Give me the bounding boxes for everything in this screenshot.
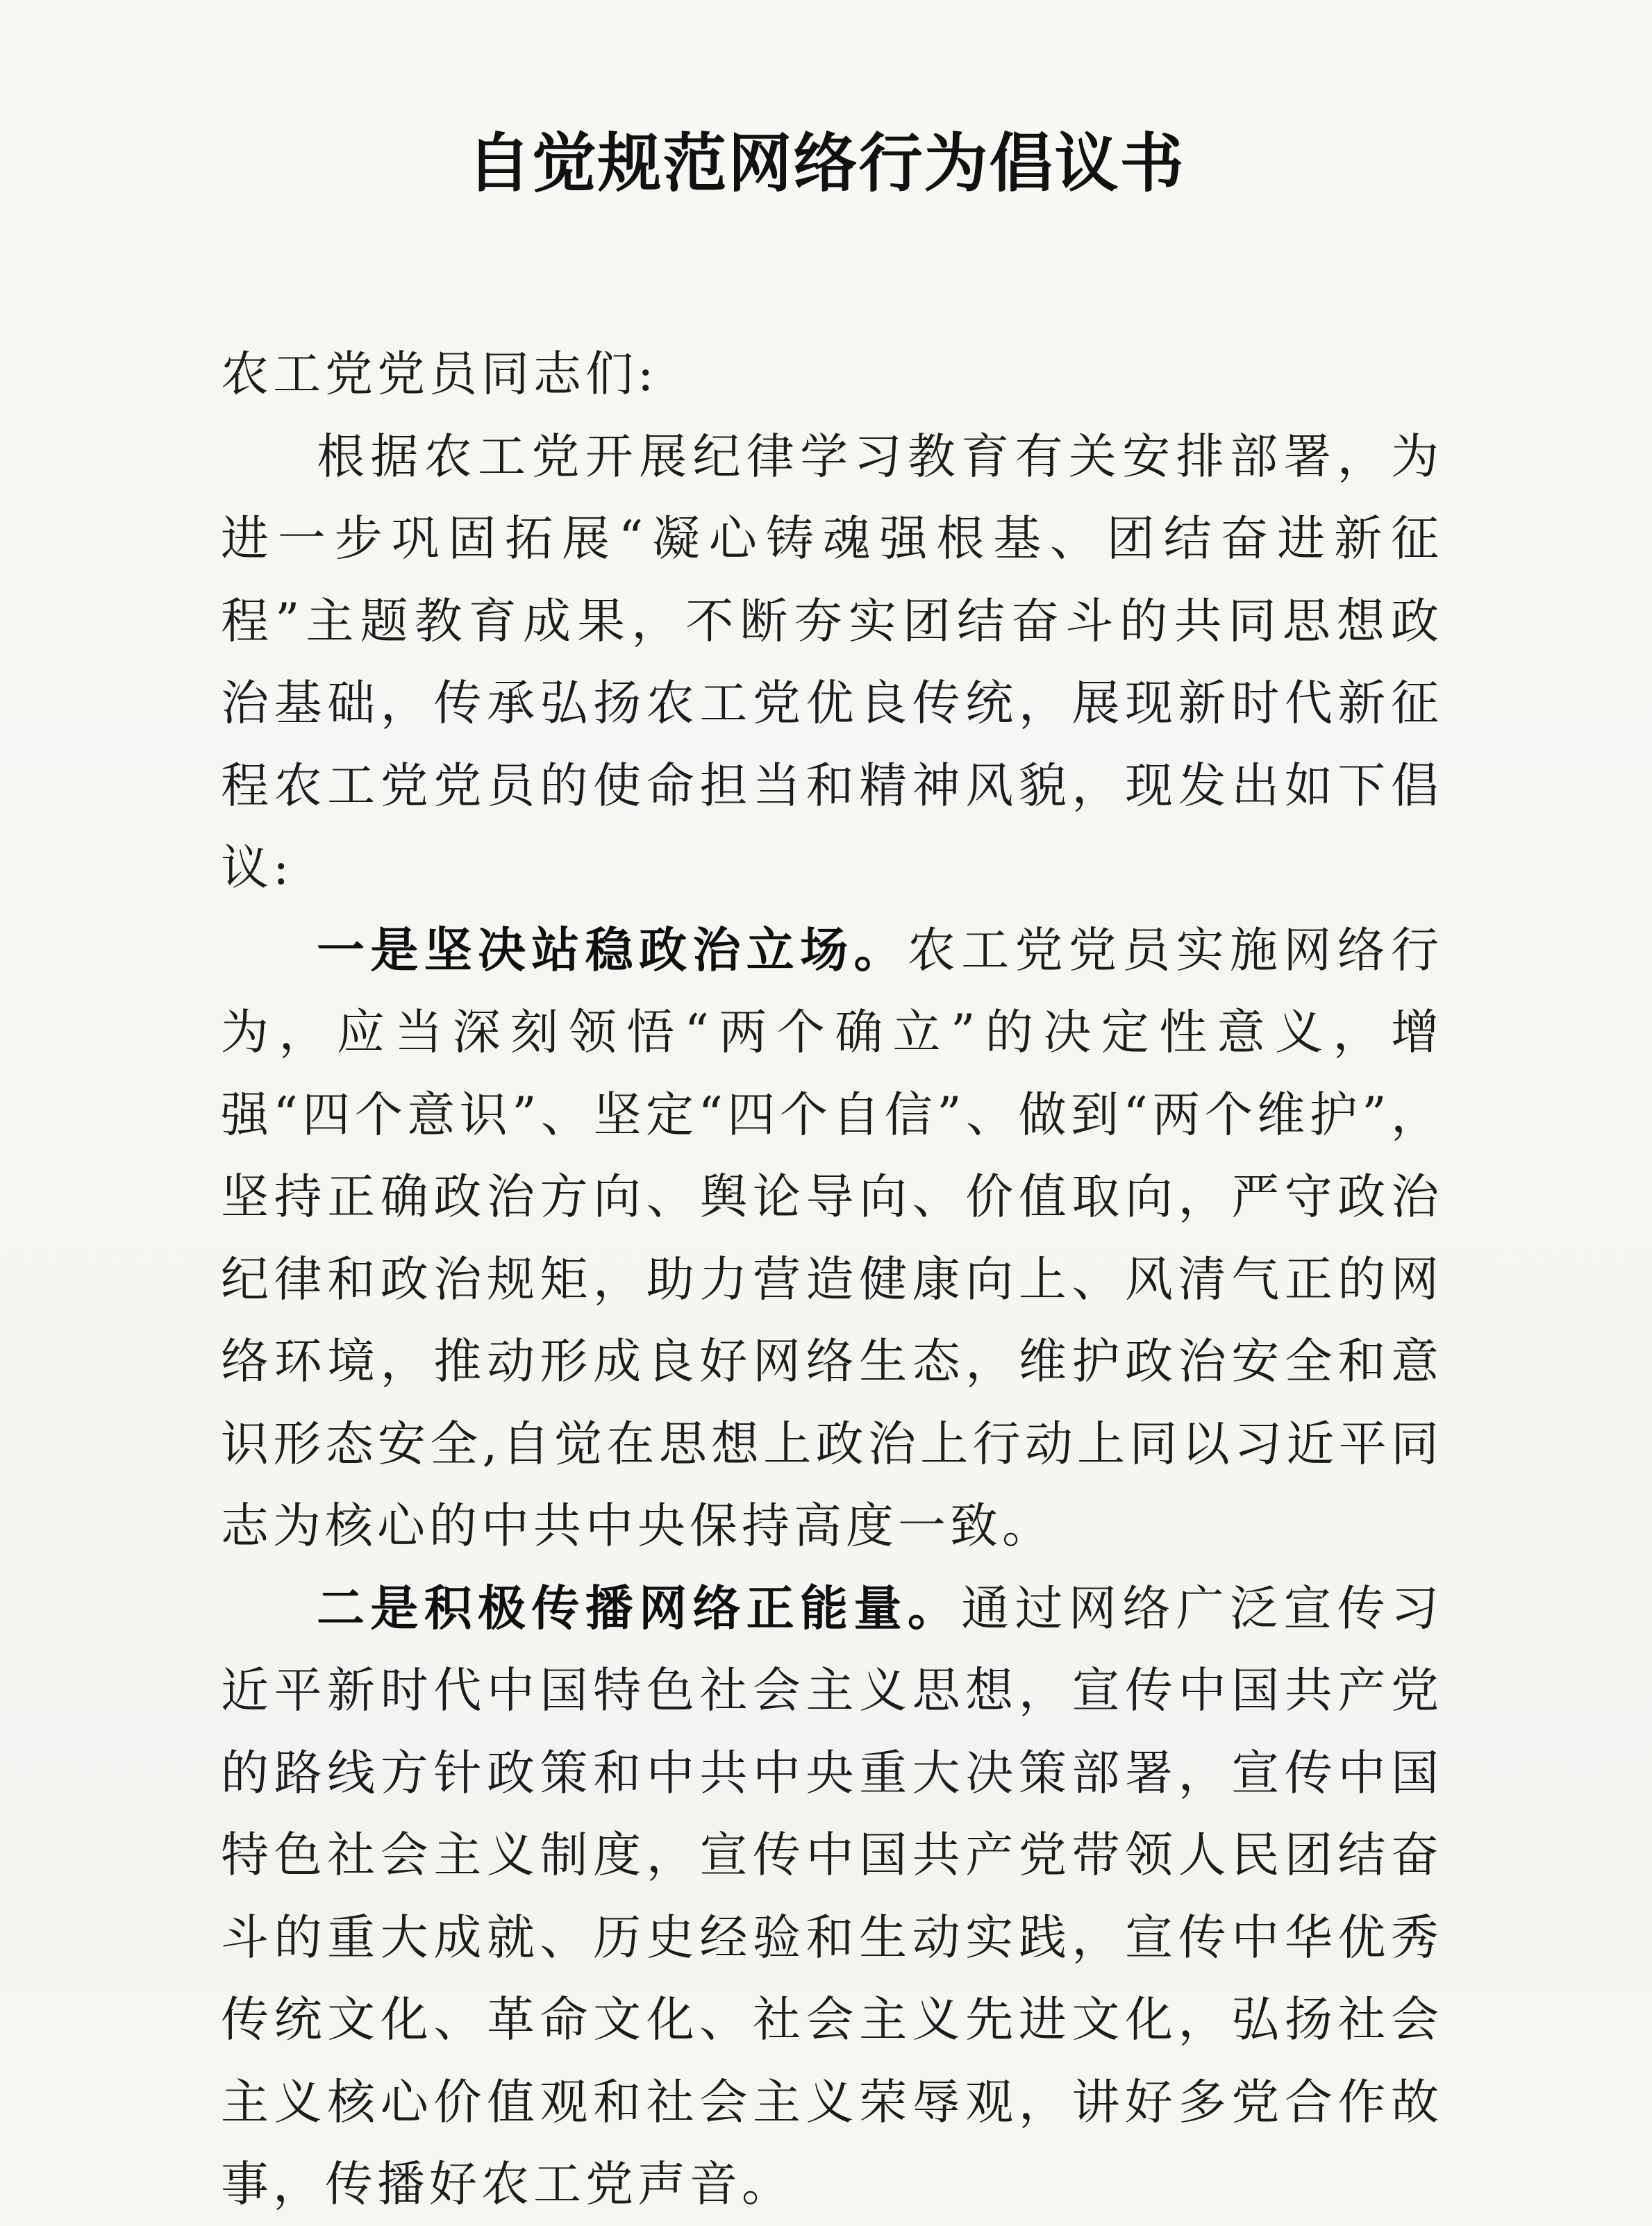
document-title: 自觉规范网络行为倡议书: [467, 126, 1185, 201]
intro-paragraph: 根据农工党开展纪律学习教育有关安排部署，为进一步巩固拓展“凝心铸魂强根基、团结奋进新征程”主题教育成果，不断夯实团结奋斗的共同思想政治基础，传承弘扬农工党优良传统，展现新时代新征程农工党党员的使命担当和精神风貌，现发出如下倡议:: [221, 428, 1443, 896]
item-lead-1: 一是坚决站稳政治立场。: [317, 921, 908, 978]
salutation: 农工党党员同志们:: [221, 346, 658, 402]
item-lead-2: 二是积极传播网络正能量。: [317, 1580, 962, 1637]
item-text-2: 通过网络广泛宣传习近平新时代中国特色社会主义思想，宣传中国共产党的路线方针政策和中共中央重大决策部署，宣传中国特色社会主义制度，宣传中国共产党带领人民团结奋斗的重大成就、历史经验和生动实践，宣传中华优秀传统文化、革命文化、社会主义先进文化，弘扬社会主义核心价值观和社会主义荣辱观，讲好多党合作故事，传播好农工党声音。: [221, 1580, 1444, 2212]
document-body: [221, 333, 1443, 2226]
item-paragraph-2: [221, 1568, 1443, 2226]
item-text-1: 农工党党员实施网络行为，应当深刻领悟“两个确立”的决定性意义，增强“四个意识”、坚定“四个自信”、做到“两个维护”，坚持正确政治方向、舆论导向、价值取向，严守政治纪律和政治规矩，助力营造健康向上、风清气正的网络环境，推动形成良好网络生态，维护政治安全和意识形态安全,自觉在思想上政治上行动上同以习近平同志为核心的中共中央保持高度一致。: [221, 922, 1444, 1554]
item-paragraph-1: [221, 910, 1443, 1568]
